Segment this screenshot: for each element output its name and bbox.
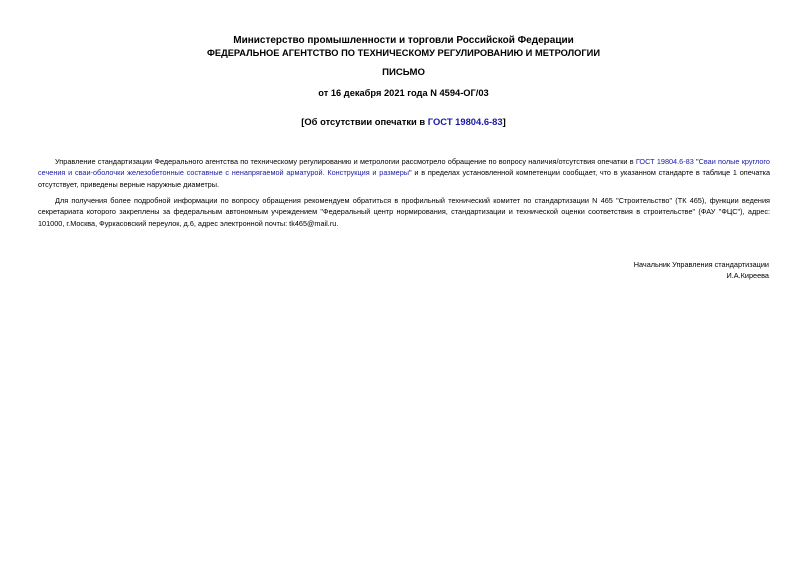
signature-position: Начальник Управления стандартизации [633,260,769,269]
gost-link-subject[interactable]: ГОСТ 19804.6-83 [427,116,503,127]
document-type: ПИСЬМО [382,67,425,78]
document-date: от 16 декабря 2021 года N 4594-ОГ/03 [318,88,489,98]
ministry-title: Министерство промышленности и торговли Российской Федерации [233,35,574,46]
gost-title-link[interactable]: Сваи полые круглого сечения и сваи-оболочки железобетонные составные с ненапрягаемой арматурой. Конструкция и размеры [38,157,770,178]
paragraph-1-text-c: " и в пределах установленной компетенции сообщает, что в указанном стандарте в таблице 1 опечатка отсутствует, приведены верные наружные диаметры. [38,168,771,189]
paragraph-1-text-b: " [693,157,699,166]
signature-name: И.А.Киреева [726,271,769,280]
paragraph-1 [38,156,770,190]
paragraph-1-text-a: Управление стандартизации Федерального агентства по техническому регулированию и метрологии рассмотрело обращение по вопросу наличия/отсутствия опечатки в [55,157,636,166]
subject-prefix: [Об отсутствии опечатки в [301,116,428,127]
gost-link-body[interactable]: ГОСТ 19804.6-83 [635,157,694,166]
subject-suffix: ] [502,116,506,127]
agency-title: ФЕДЕРАЛЬНОЕ АГЕНТСТВО ПО ТЕХНИЧЕСКОМУ РЕГУЛИРОВАНИЮ И МЕТРОЛОГИИ [206,48,601,58]
document-subject [0,116,807,128]
paragraph-2: Для получения более подробной информации по вопросу обращения рекомендуем обратиться в профильный технический комитет по стандартизации N 465 "Строительство" (ТК 465), функции ведения секретариата которого закреплены за федеральным автономным учреждением "Федеральный центр нормирования, стандартизации и технической оценки соответствия в строительстве" (ФАУ "ФЦС"), адрес: 101000, г.Москва, Фуркасовский переулок, д.6, адрес электронной почты: tk465@mail.ru. [38,196,770,228]
